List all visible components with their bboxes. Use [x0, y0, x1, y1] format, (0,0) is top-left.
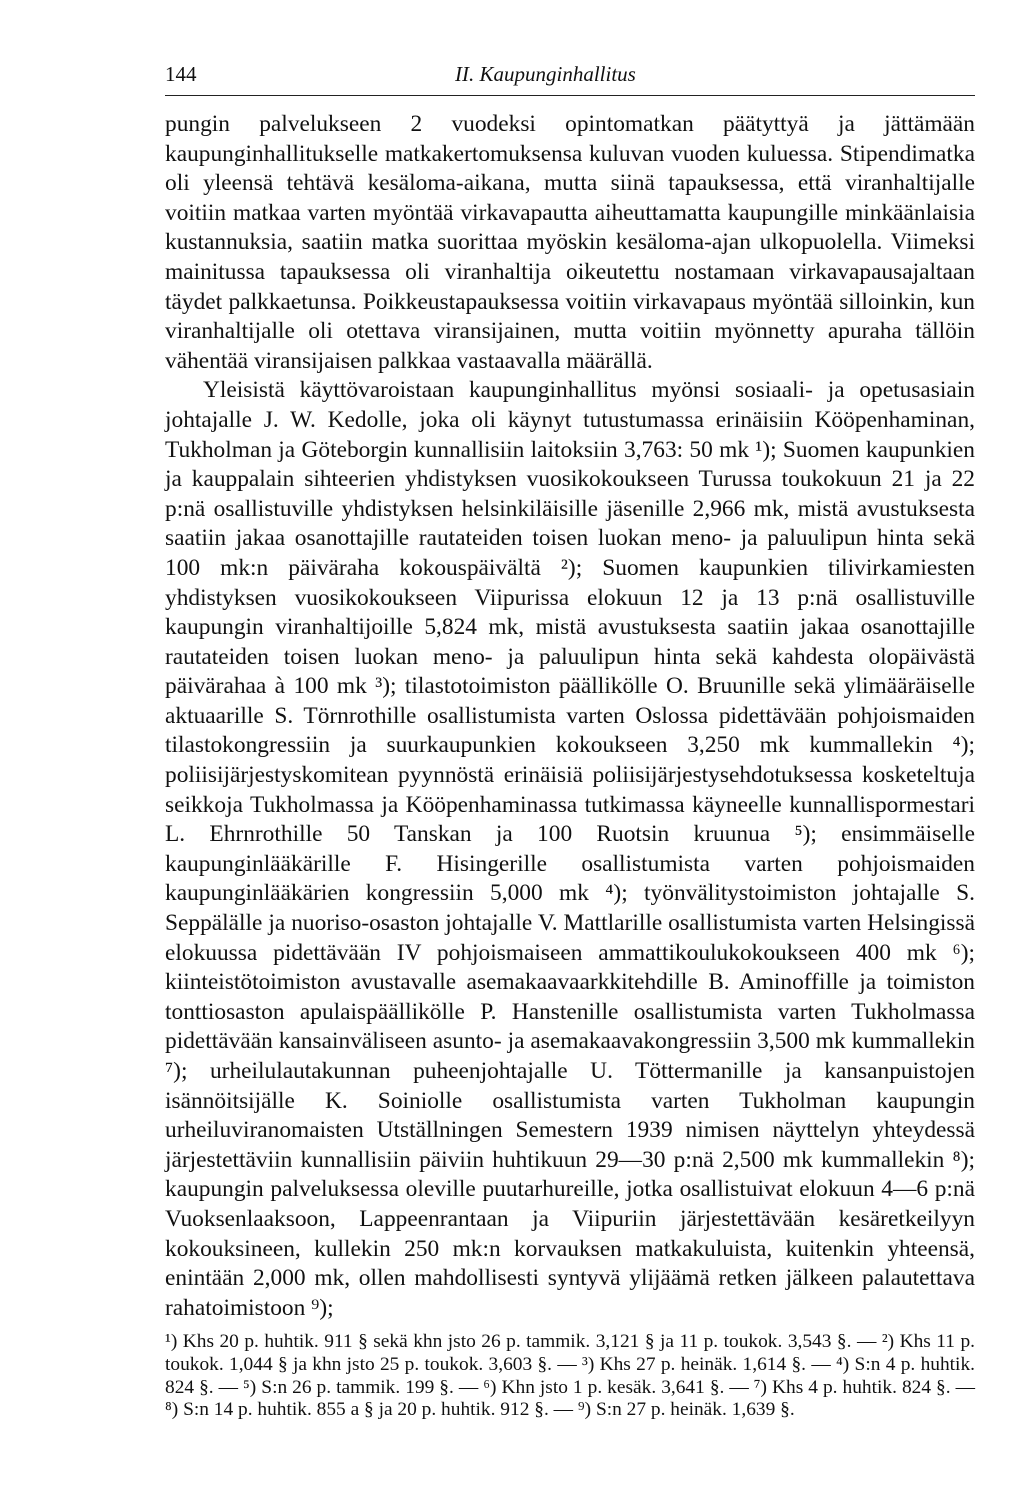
paragraph: pungin palvelukseen 2 vuodeksi opintomatkan päätyttyä ja jättämään kaupunginhallitukselle matkakertomuksensa kuluvan vuoden kuluessa. Stipendimatka oli yleensä tehtävä kesäloma-aikana, mutta siinä tapauksessa, että viranhaltijalle voitiin matkaa varten myöntää virkavapautta aiheuttamatta kaupungille minkäänlaisia kustannuksia, saatiin matka suorittaa myöskin kesäloma-ajan ulkopuolella. Viimeksi mainitussa tapauksessa oli viranhaltija oikeutettu nostamaan virkavapausajaltaan täydet palkkaetunsa. Poikkeustapauksessa voitiin virkavapaus myöntää silloinkin, kun viranhaltijalle oli otettava viransijainen, mutta voitiin myönnetty apuraha tällöin vähentää viransijaisen palkkaa vastaavalla määrällä.: [165, 111, 975, 374]
header-rule: [165, 95, 975, 96]
page-header: [165, 62, 975, 92]
document-page: [165, 62, 975, 1422]
footnotes: [165, 1331, 975, 1421]
running-head: II. Kaupunginhallitus: [455, 62, 636, 86]
paragraph: Yleisistä käyttövaroistaan kaupunginhallitus myönsi sosiaali- ja opetusasiain johtajalle J. W. Kedolle, joka oli käynyt tutustumassa erinäisiin Kööpenhaminan, Tukholman ja Göteborgin kunnallisiin laitoksiin 3,763: 50 mk ¹); Suomen kaupunkien ja kauppalain sihteerien yhdistyksen vuosikokoukseen Turussa toukokuun 21 ja 22 p:nä osallistuville yhdistyksen helsinkiläisille jäsenille 2,966 mk, mistä avustuksesta saatiin jakaa osanottajille rautateiden toisen luokan meno- ja paluulipun hinta sekä 100 mk:n päiväraha kokouspäivältä ²); Suomen kaupunkien tilivirkamiesten yhdistyksen vuosikokoukseen Viipurissa elokuun 12 ja 13 p:nä osallistuville kaupungin viranhaltijoille 5,824 mk, mistä avustuksesta saatiin jakaa osanottajille rautateiden toisen luokan meno- ja paluulipun hinta sekä kahdesta olopäivästä päivärahaa à 100 mk ³); tilastotoimiston päällikölle O. Bruunille sekä ylimääräiselle aktuaarille S. Törnrothille osallistumista varten Oslossa pidettävään pohjoismaiden tilastokongressiin ja suurkaupunkien kokoukseen 3,250 mk kummallekin ⁴); poliisijärjestyskomitean pyynnöstä erinäisiä poliisijärjestysehdotuksessa kosketeltuja seikkoja Tukholmassa ja Kööpenhaminassa tutkimassa käyneelle kunnallispormestari L. Ehrnrothille 50 Tanskan ja 100 Ruotsin kruunua ⁵); ensimmäiselle kaupunginlääkärille F. Hisingerille osallistumista varten pohjoismaiden kaupunginlääkärien kongressiin 5,000 mk ⁴); työnvälitystoimiston johtajalle S. Seppälälle ja nuoriso-osaston johtajalle V. Mattlarille osallistumista varten Helsingissä elokuussa pidettävään IV pohjoismaiseen ammattikoulukokoukseen 400 mk ⁶); kiinteistötoimiston avustavalle asemakaavaarkkitehdille B. Aminoffille ja toimiston tonttiosaston apulaispäällikölle P. Hanstenille osallistumista varten Tukholmassa pidettävään kansainväliseen asunto- ja asemakaavakongressiin 3,500 mk kummallekin ⁷); urheilulautakunnan puheenjohtajalle U. Töttermanille ja kansanpuistojen isännöitsijälle K. Soiniolle osallistumista varten Tukholman kaupungin urheiluviranomaisten Utställningen Semestern 1939 nimisen näyttelyn yhteydessä järjestettäviin kunnallisiin päiviin huhtikuun 29—30 p:nä 2,500 mk kummallekin ⁸); kaupungin palveluksessa oleville puutarhureille, jotka osallistuivat elokuun 4—6 p:nä Vuoksenlaaksoon, Lappeenrantaan ja Viipuriin järjestettävään kesäretkeilyyn kokouksineen, kullekin 250 mk:n korvauksen matkakuluista, kuitenkin yhteensä, enintään 2,000 mk, ollen mahdollisesti syntyvä ylijäämä retken jälkeen palautettava rahatoimistoon ⁹);: [165, 377, 975, 1321]
body-text: [165, 110, 975, 1323]
page-number: 144: [165, 62, 197, 86]
footnote-text: ¹) Khs 20 p. huhtik. 911 § sekä khn jsto 26 p. tammik. 3,121 § ja 11 p. toukok. 3,543 §. — ²) Khs 11 p. toukok. 1,044 § ja khn jsto 25 p. toukok. 3,603 §. — ³) Khs 27 p. heinäk. 1,614 §. — ⁴) S:n 4 p. huhtik. 824 §. — ⁵) S:n 26 p. tammik. 199 §. — ⁶) Khn jsto 1 p. kesäk. 3,641 §. — ⁷) Khs 4 p. huhtik. 824 §. — ⁸) S:n 14 p. huhtik. 855 a § ja 20 p. huhtik. 912 §. — ⁹) S:n 27 p. heinäk. 1,639 §.: [165, 1331, 975, 1421]
